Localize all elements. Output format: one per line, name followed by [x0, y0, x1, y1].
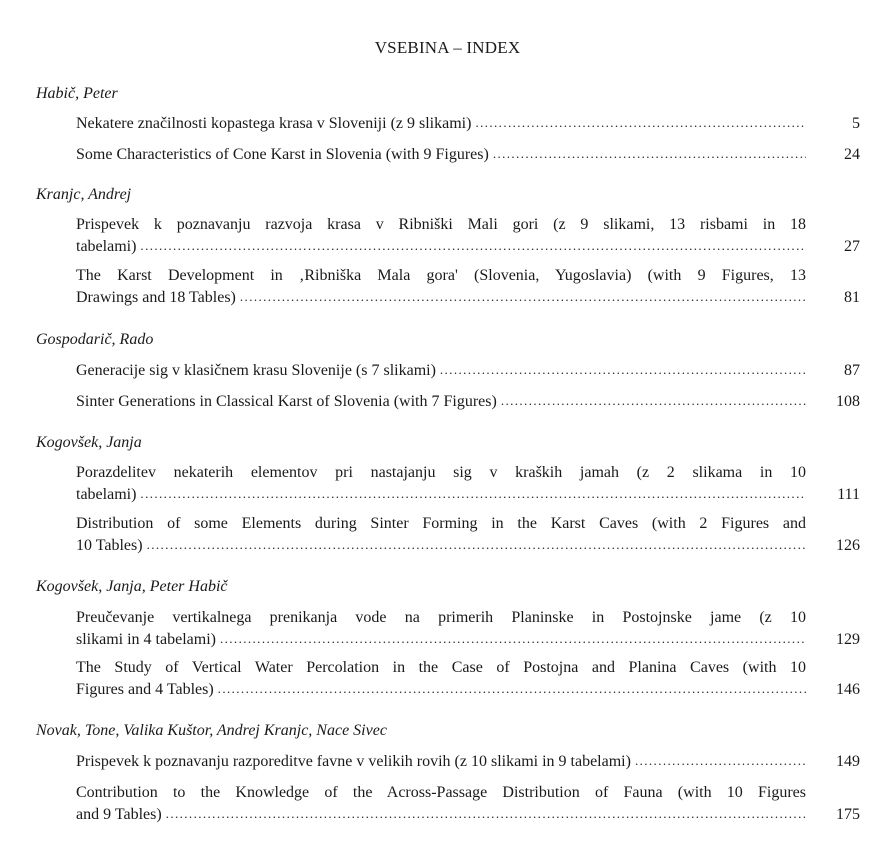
- author-heading: Gospodarič, Rado: [36, 331, 154, 348]
- author-heading: Kranjc, Andrej: [36, 186, 132, 203]
- entry-title-line: The Karst Development in ‚Ribniška Mala gora' (Slovenia, Yugoslavia) (with 9 Figures, 13: [76, 267, 806, 284]
- dot-leader: [501, 390, 806, 412]
- page-number: 146: [836, 681, 860, 698]
- entry-title: Prispevek k poznavanju razporeditve favne v velikih rovih (z 10 slikami in 9 tabelami): [76, 753, 631, 770]
- toc-entry[interactable]: [76, 113, 860, 135]
- dot-leader: [218, 678, 806, 700]
- dot-leader: [140, 483, 806, 505]
- page-number: 149: [836, 753, 860, 770]
- entry-title: Nekatere značilnosti kopastega krasa v Sloveniji (z 9 slikami): [76, 115, 472, 132]
- toc-entry[interactable]: [76, 513, 860, 557]
- toc-entry[interactable]: [76, 144, 860, 166]
- entry-title-line: Preučevanje vertikalnega prenikanja vode na primerih Planinske in Postojnske jame (z 10: [76, 609, 806, 626]
- toc-entry[interactable]: [76, 751, 860, 773]
- page-title: VSEBINA – INDEX: [374, 38, 521, 57]
- entry-title-line: Distribution of some Elements during Sinter Forming in the Karst Caves (with 2 Figures and: [76, 515, 806, 532]
- entry-title: and 9 Tables): [76, 806, 162, 823]
- author-heading: Kogovšek, Janja: [36, 434, 142, 451]
- dot-leader: [635, 750, 806, 772]
- dot-leader: [140, 235, 806, 257]
- entry-title: Sinter Generations in Classical Karst of Slovenia (with 7 Figures): [76, 393, 497, 410]
- page-number: 81: [844, 289, 860, 306]
- dot-leader: [220, 628, 806, 650]
- toc-entry[interactable]: [76, 391, 860, 413]
- toc-entry[interactable]: [76, 360, 860, 382]
- page-number: 108: [836, 393, 860, 410]
- page-number: 27: [844, 238, 860, 255]
- toc-entry[interactable]: [76, 214, 860, 258]
- entry-title-line: The Study of Vertical Water Percolation in the Case of Postojna and Planina Caves (with 10: [76, 659, 806, 676]
- entry-title: Drawings and 18 Tables): [76, 289, 236, 306]
- toc-entry[interactable]: [76, 607, 860, 651]
- page-number: 129: [836, 631, 860, 648]
- page-number: 87: [844, 362, 860, 379]
- entry-title-line: Prispevek k poznavanju razvoja krasa v Ribniški Mali gori (z 9 slikami, 13 risbami in 18: [76, 216, 806, 233]
- author-heading: Kogovšek, Janja, Peter Habič: [36, 578, 228, 595]
- dot-leader: [493, 143, 806, 165]
- entry-title-line: Contribution to the Knowledge of the Across-Passage Distribution of Fauna (with 10 Figures: [76, 784, 806, 801]
- entry-title: slikami in 4 tabelami): [76, 631, 216, 648]
- entry-title: Some Characteristics of Cone Karst in Slovenia (with 9 Figures): [76, 146, 489, 163]
- author-heading: Habič, Peter: [36, 85, 118, 102]
- entry-title: Generacije sig v klasičnem krasu Slovenije (s 7 slikami): [76, 362, 436, 379]
- entry-title: 10 Tables): [76, 537, 143, 554]
- author-heading: Novak, Tone, Valika Kuštor, Andrej Kranjc, Nace Sivec: [36, 722, 387, 739]
- toc-entry[interactable]: [76, 782, 860, 826]
- entry-title: Figures and 4 Tables): [76, 681, 214, 698]
- toc-entry[interactable]: [76, 462, 860, 506]
- page-number: 111: [837, 486, 860, 503]
- page-number: 24: [844, 146, 860, 163]
- entry-title-line: Porazdelitev nekaterih elementov pri nastajanju sig v kraških jamah (z 2 slikama in 10: [76, 464, 806, 481]
- dot-leader: [166, 803, 806, 825]
- entry-title: tabelami): [76, 238, 137, 255]
- toc-entry[interactable]: [76, 265, 860, 309]
- toc-entry[interactable]: [76, 657, 860, 701]
- page-number: 5: [852, 115, 860, 132]
- dot-leader: [147, 534, 806, 556]
- page-number: 126: [836, 537, 860, 554]
- dot-leader: [440, 359, 806, 381]
- entry-title: tabelami): [76, 486, 137, 503]
- dot-leader: [240, 286, 806, 308]
- page-number: 175: [836, 806, 860, 823]
- dot-leader: [475, 112, 806, 134]
